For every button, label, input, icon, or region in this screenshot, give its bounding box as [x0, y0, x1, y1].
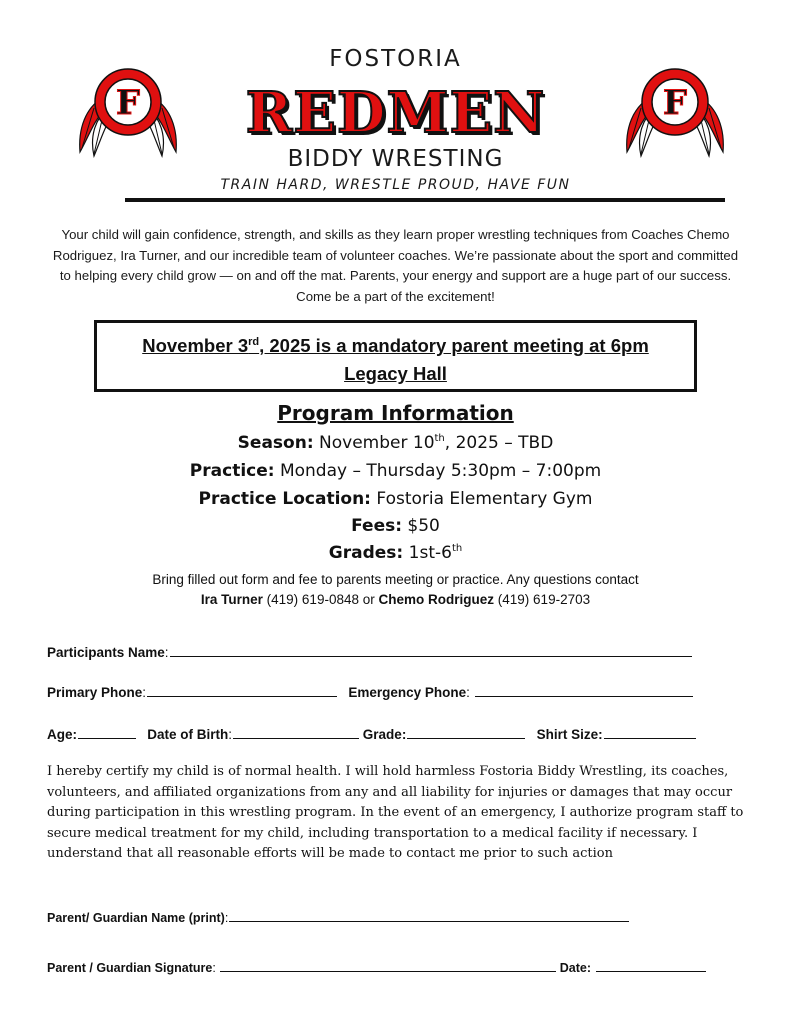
age-row: Age: Date of Birth: Grade: Shirt Size:: [47, 725, 696, 742]
grades-value: 1st-6: [408, 543, 452, 563]
participant-name-label: Participants Name: [47, 645, 165, 660]
guardian-signature-label: Parent / Guardian Signature: [47, 961, 213, 975]
guardian-signature-field[interactable]: [220, 958, 556, 972]
participant-name-field[interactable]: [170, 643, 692, 657]
intro-paragraph: Your child will gain confidence, strength, and skills as they learn proper wrestling techniques from Coaches Chemo Rodriguez, Ira Turner, and our incredible team of volunteer coaches. We’re passionate about the sport and committed to helping every child grow — on and off the mat. Parents, your energy and support are a huge part of our success. Come be a part of the excitement!: [52, 227, 739, 304]
emergency-phone-field[interactable]: [475, 683, 693, 697]
notice-rest: , 2025 is a mandatory parent meeting at 6pm: [259, 335, 649, 356]
season-value-end: , 2025 – TBD: [444, 433, 554, 453]
contact1-phone: (419) 619-0848 or: [266, 592, 375, 607]
date-label: Date:: [559, 961, 592, 975]
shirt-size-label: Shirt Size:: [536, 727, 603, 742]
grade-label: Grade:: [362, 727, 407, 742]
grade-field[interactable]: [407, 725, 525, 739]
fees-label: Fees:: [351, 516, 403, 536]
program-title: Program Information: [277, 401, 514, 425]
contact2-phone: (419) 619-2703: [497, 592, 591, 607]
notice-line-1: [97, 332, 694, 360]
contact1-name: Ira Turner: [200, 592, 263, 607]
age-field[interactable]: [78, 725, 136, 739]
practice-row: [0, 461, 791, 481]
logo-letter: F: [662, 83, 688, 123]
location-row: [0, 489, 791, 509]
primary-phone-label: Primary Phone: [47, 685, 143, 700]
brand-subtitle: BIDDY WRESTING: [287, 146, 504, 172]
parent-meeting-notice: [94, 320, 697, 392]
season-sup: th: [434, 433, 445, 444]
date-field[interactable]: [596, 958, 706, 972]
guardian-name-row: Parent/ Guardian Name (print):: [47, 908, 629, 925]
season-value: November 10: [319, 433, 435, 453]
brand-title: REDMEN: [245, 80, 546, 146]
contact-info: [0, 570, 791, 610]
bring-text: Bring filled out form and fee to parents meeting or practice. Any questions contact: [152, 572, 639, 587]
notice-date-suffix: rd: [248, 336, 260, 348]
logo-letter: F: [115, 83, 141, 123]
notice-date: November 3: [142, 335, 249, 356]
dob-label: Date of Birth: [147, 727, 229, 742]
brand-top-text: FOSTORIA: [329, 46, 462, 72]
header-divider: [125, 198, 725, 202]
guardian-name-field[interactable]: [229, 908, 629, 922]
season-row: [0, 433, 791, 453]
primary-phone-field[interactable]: [147, 683, 337, 697]
participant-name-row: Participants Name:: [47, 643, 692, 660]
notice-location: Legacy Hall: [344, 363, 447, 384]
contact2-name: Chemo Rodriguez: [378, 592, 495, 607]
grades-label: Grades:: [328, 543, 404, 563]
consent-paragraph: I hereby certify my child is of normal health. I will hold harmless Fostoria Biddy Wrestling, its coaches, volunteers, and affiliated organizations from any and all liability for injuries or damages that may occur during participation in this wrestling program. In the event of an emergency, I authorize program staff to secure medical treatment for my child, including transportation to a medical facility if necessary. I understand that all reasonable efforts will be made to contact me prior to such action: [47, 764, 744, 861]
practice-label: Practice:: [189, 461, 275, 481]
guardian-signature-row: Parent / Guardian Signature: Date:: [47, 958, 706, 975]
emergency-phone-label: Emergency Phone: [348, 685, 467, 700]
guardian-name-label: Parent/ Guardian Name (print): [47, 911, 225, 925]
practice-value: Monday – Thursday 5:30pm – 7:00pm: [279, 461, 602, 481]
location-label: Practice Location:: [198, 489, 371, 509]
age-label: Age:: [47, 727, 77, 742]
contact-line: [0, 590, 791, 610]
phone-row: Primary Phone: Emergency Phone:: [47, 683, 693, 700]
fees-row: [0, 516, 791, 536]
location-value: Fostoria Elementary Gym: [376, 489, 593, 509]
tagline: TRAIN HARD, WRESTLE PROUD, HAVE FUN: [220, 177, 571, 193]
dob-field[interactable]: [233, 725, 359, 739]
shirt-size-field[interactable]: [604, 725, 696, 739]
grades-row: [0, 543, 791, 563]
season-label: Season:: [237, 433, 314, 453]
grades-sup: th: [451, 543, 463, 554]
fees-value: $50: [407, 516, 440, 536]
